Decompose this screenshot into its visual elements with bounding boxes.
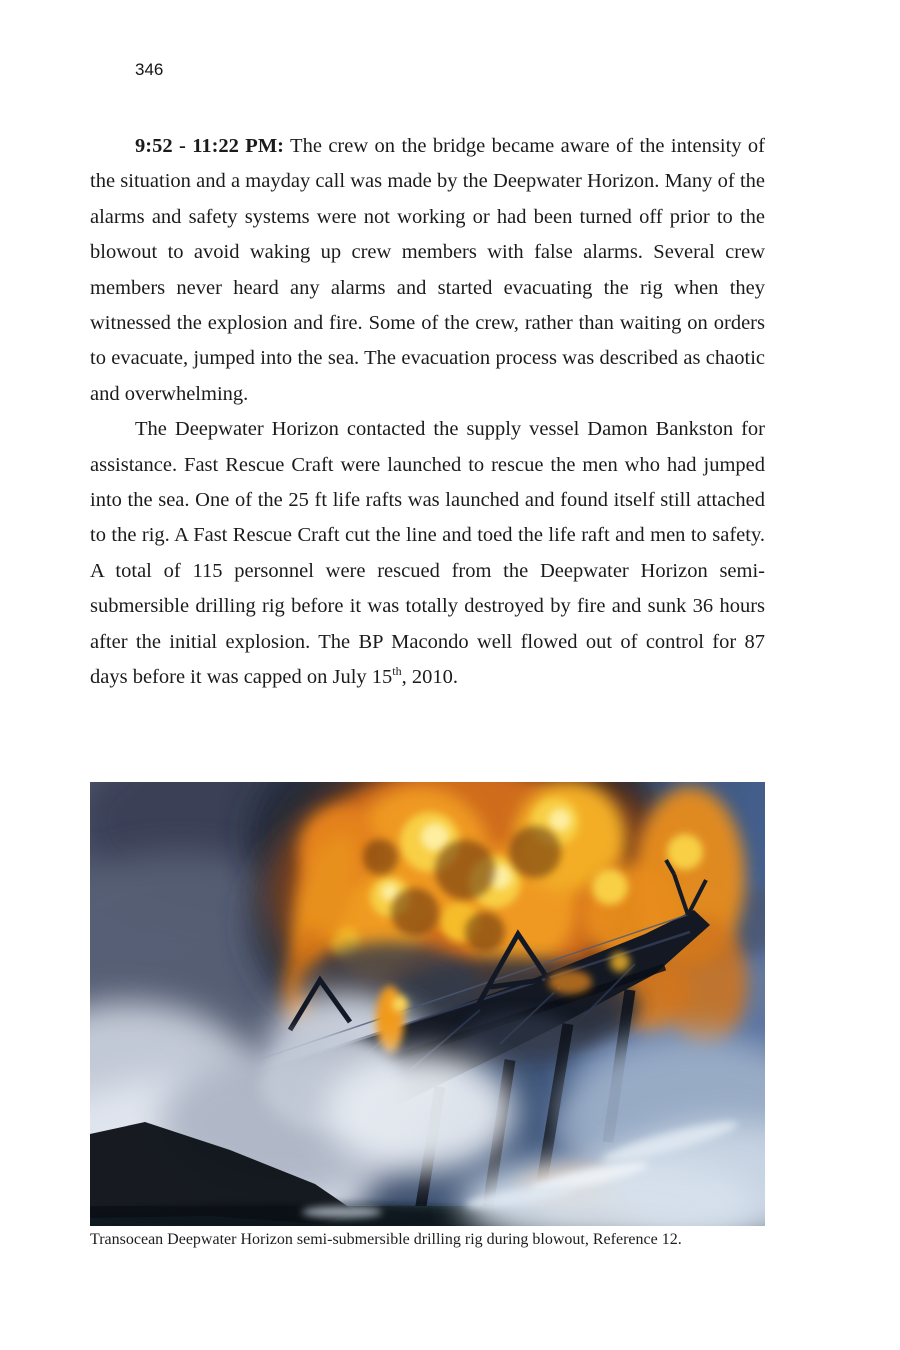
page-number: 346 [135, 60, 164, 79]
paragraph-rescue-end: , 2010. [401, 666, 459, 689]
rig-photo-illustration [90, 782, 765, 1226]
paragraph-timeline-text: The crew on the bridge became aware of the intensity of the situation and a mayday call was made by the Deepwater Horizon. Many of the alarms and safety systems were not working or had been turned off prior to the blowout to avoid waking up crew members with false alarms. Several crew members never heard any alarms and started evacuating the rig when they witnessed the explosion and fire. Some of the crew, rather than waiting on orders to evacuate, jumped into the sea. The evacuation process was described as chaotic and overwhelming. [90, 135, 766, 405]
figure [90, 782, 765, 1251]
body-text [90, 129, 765, 696]
figure-caption: Transocean Deepwater Horizon semi-submersible drilling rig during blowout, Reference 12. [90, 1231, 682, 1248]
rig-photo [90, 782, 765, 1226]
ordinal-superscript: th [392, 664, 402, 679]
paragraph-rescue-text: The Deepwater Horizon contacted the supply vessel Damon Bankston for assistance. Fast Rescue Craft were launched to rescue the men who had jumped into the sea. One of the 25 ft life rafts was launched and found itself still attached to the rig. A Fast Rescue Craft cut the line and toed the life raft and men to safety. A total of 115 personnel were rescued from the Deepwater Horizon semi-submersible drilling rig before it was totally destroyed by fire and sunk 36 hours after the initial explosion. The BP Macondo well flowed out of control for 87 days before it was capped on July 15 [90, 418, 765, 689]
paragraph-time-lead: 9:52 - 11:22 PM: [135, 135, 285, 157]
paragraph-timeline [90, 129, 765, 412]
paragraph-rescue [90, 412, 765, 695]
